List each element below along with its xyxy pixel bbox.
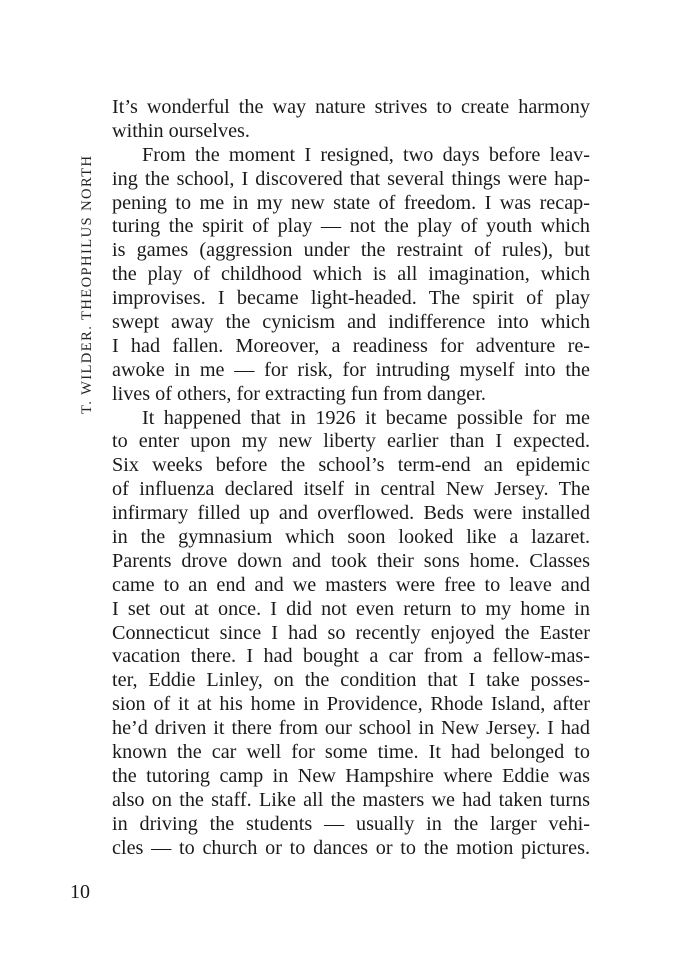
text-line: turing the spirit of play — not the play of youth which [112, 215, 590, 238]
text-line: known the car well for some time. It had belonged to [112, 741, 590, 764]
text-line: he’d driven it there from our school in New Jersey. I had [112, 717, 590, 740]
text-line: It happened that in 1926 it became possible for me [142, 406, 590, 429]
text-line: in driving the students — usually in the larger vehi- [112, 812, 590, 835]
text-line: the tutoring camp in New Hampshire where Eddie was [112, 764, 590, 787]
text-line: awoke in me — for risk, for intruding myself into the [112, 358, 590, 381]
text-line: Connecticut since I had so recently enjoyed the Easter [112, 621, 590, 644]
text-line: vacation there. I had bought a car from a fellow-mas- [112, 645, 590, 668]
text-line: improvises. I became light-headed. The spirit of play [112, 287, 590, 310]
text-line: Six weeks before the school’s term-end an epidemic [112, 454, 590, 477]
text-line: I set out at once. I did not even return to my home in [112, 597, 590, 620]
text-line: the play of childhood which is all imagination, which [112, 263, 590, 286]
text-line: is games (aggression under the restraint of rules), but [112, 239, 590, 262]
text-line: ter, Eddie Linley, on the condition that I take posses- [112, 669, 590, 692]
text-line: From the moment I resigned, two days before leav- [142, 143, 590, 166]
text-line: Parents drove down and took their sons home. Classes [112, 549, 590, 572]
text-line: came to an end and we masters were free to leave and [112, 573, 590, 596]
text-line: It’s wonderful the way nature strives to create harmony [112, 96, 590, 118]
text-line: ing the school, I discovered that several things were hap- [112, 167, 590, 190]
text-line: within ourselves. [112, 119, 250, 142]
page-number: 10 [70, 881, 90, 903]
body-text [112, 96, 590, 861]
text-line: also on the staff. Like all the masters we had taken turns [112, 788, 590, 811]
text-line: in the gymnasium which soon looked like a lazaret. [112, 526, 590, 549]
text-line: to enter upon my new liberty earlier than I expected. [112, 430, 590, 453]
running-head: T. WILDER. THEOPHILUS NORTH [79, 154, 95, 414]
text-line: cles — to church or to dances or to the motion pictures. [112, 836, 590, 859]
text-line: infirmary filled up and overflowed. Beds were installed [112, 502, 590, 525]
text-line: sion of it at his home in Providence, Rhode Island, after [112, 693, 590, 716]
text-line: I had fallen. Moreover, a readiness for adventure re- [112, 334, 590, 357]
text-line: lives of others, for extracting fun from danger. [112, 382, 486, 405]
text-line: swept away the cynicism and indifference into which [112, 311, 590, 334]
text-line: of influenza declared itself in central New Jersey. The [112, 478, 590, 501]
text-line: pening to me in my new state of freedom. I was recap- [112, 191, 590, 214]
